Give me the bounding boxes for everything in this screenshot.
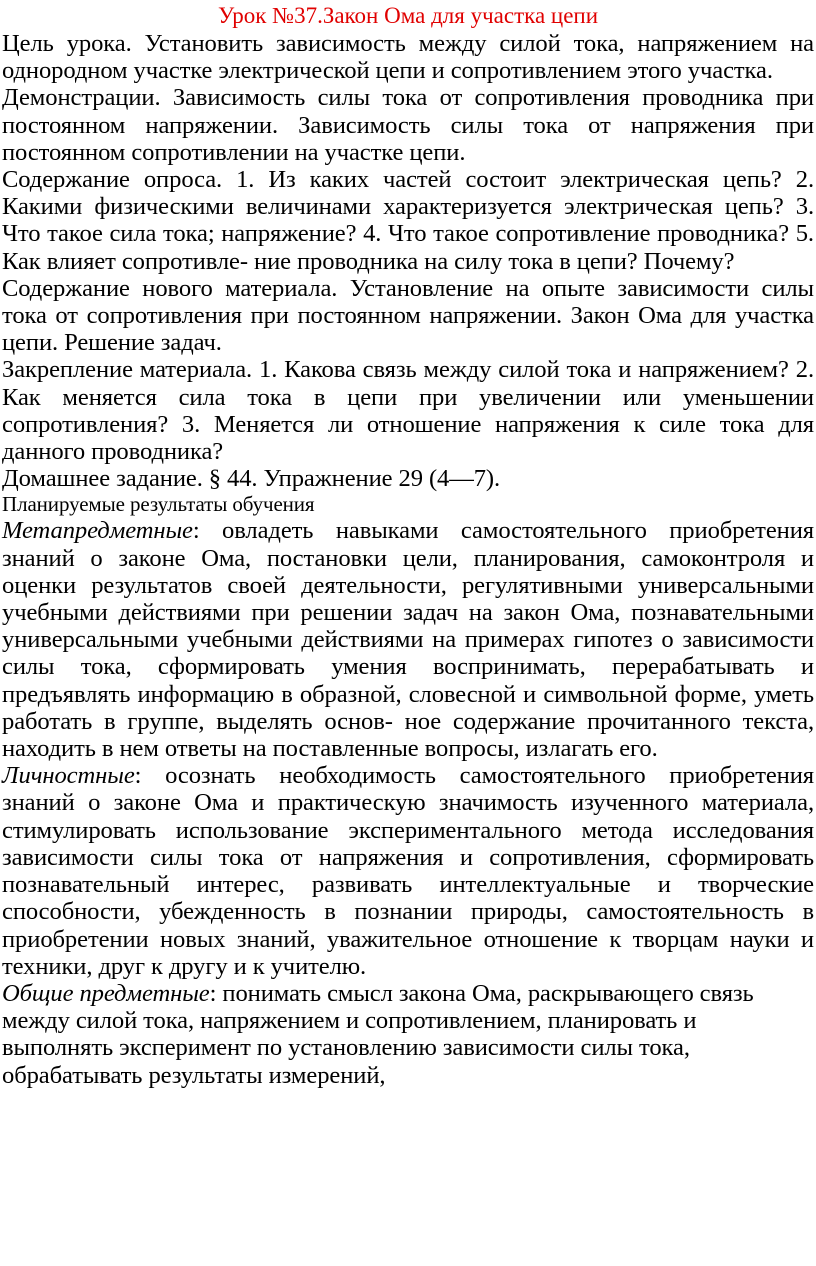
lesson-title: Урок №37.Закон Ома для участка цепи [217, 3, 599, 28]
meta-subject-results [0, 517, 816, 762]
personal-results [0, 762, 816, 980]
new-material: Содержание нового материала. Установление на опыте зависимости силы тока от сопротивления при постоянном напряжении. Закон Ома для участка цепи. Решение задач. [2, 274, 814, 357]
survey-content: Содержание опроса. 1. Из каких частей состоит электрическая цепь? 2. Какими физическими величинами характеризуется электрическая цепь? 3. Что такое сила тока; напряжение? 4. Что такое сопротивление проводника? 5. Как влияет сопротивле- ние проводника на силу тока в цепи? Почему? [2, 166, 814, 275]
demonstrations: Демонстрации. Зависимость силы тока от сопротивления проводника при постоянном напряжении. Зависимость силы тока от напряжения при постоянном сопротивлении на участке цепи. [2, 84, 814, 166]
results-heading: Планируемые результаты обучения [2, 492, 315, 517]
personal-text: : осознать необходимость самостоятельного приобретения знаний о законе Ома и практическую значимость изученного материала, стимулировать использование экспериментального метода исследования зависимости силы тока от напряжения и сопротивления, сформировать познавательный интерес, развивать интеллектуальные и творческие способности, убежденность в познании природы, самостоятельность в приобретении новых знаний, уважительное отношение к творцам науки и техники, друг к другу и к учителю. [2, 762, 814, 980]
subject-label: Общие предметные [2, 979, 210, 1007]
meta-text: : овладеть навыками самостоятельного приобретения знаний о законе Ома, постановки цели, планирования, самоконтроля и оценки результатов своей деятельности, регулятивными универсальными учебными действиями при решении задач на закон Ома, познавательными универсальными учебными действиями на примерах гипотез о зависимости силы тока, сформировать умения воспринимать, перерабатывать и предъявлять информацию в образной, словесной и символьной форме, уметь работать в группе, выделять основ- ное содержание прочитанного текста, находить в нем ответы на поставленные вопросы, излагать его. [2, 517, 814, 763]
consolidation: Закрепление материала. 1. Какова связь между силой тока и напряжением? 2. Как меняется сила тока в цепи при увеличении или уменьшении сопротивления? 3. Меняется ли отношение напряжения к силе тока для данного проводника? [2, 356, 814, 466]
homework: Домашнее задание. § 44. Упражнение 29 (4—7). [2, 465, 501, 493]
subject-text: : понимать смысл закона Ома, раскрывающего связь между силой тока, напряжением и сопротивлением, планировать и выполнять эксперимент по установлению зависимости силы тока, обрабатывать результаты измерений, [2, 979, 754, 1089]
personal-label: Личностные [2, 762, 135, 790]
meta-label: Метапредметные [2, 517, 193, 545]
general-subject-results [0, 980, 816, 1089]
lesson-goal: Цель урока. Установить зависимость между силой тока, напряжением на однородном участке электрической цепи и сопротивлением этого участка. [2, 30, 814, 85]
